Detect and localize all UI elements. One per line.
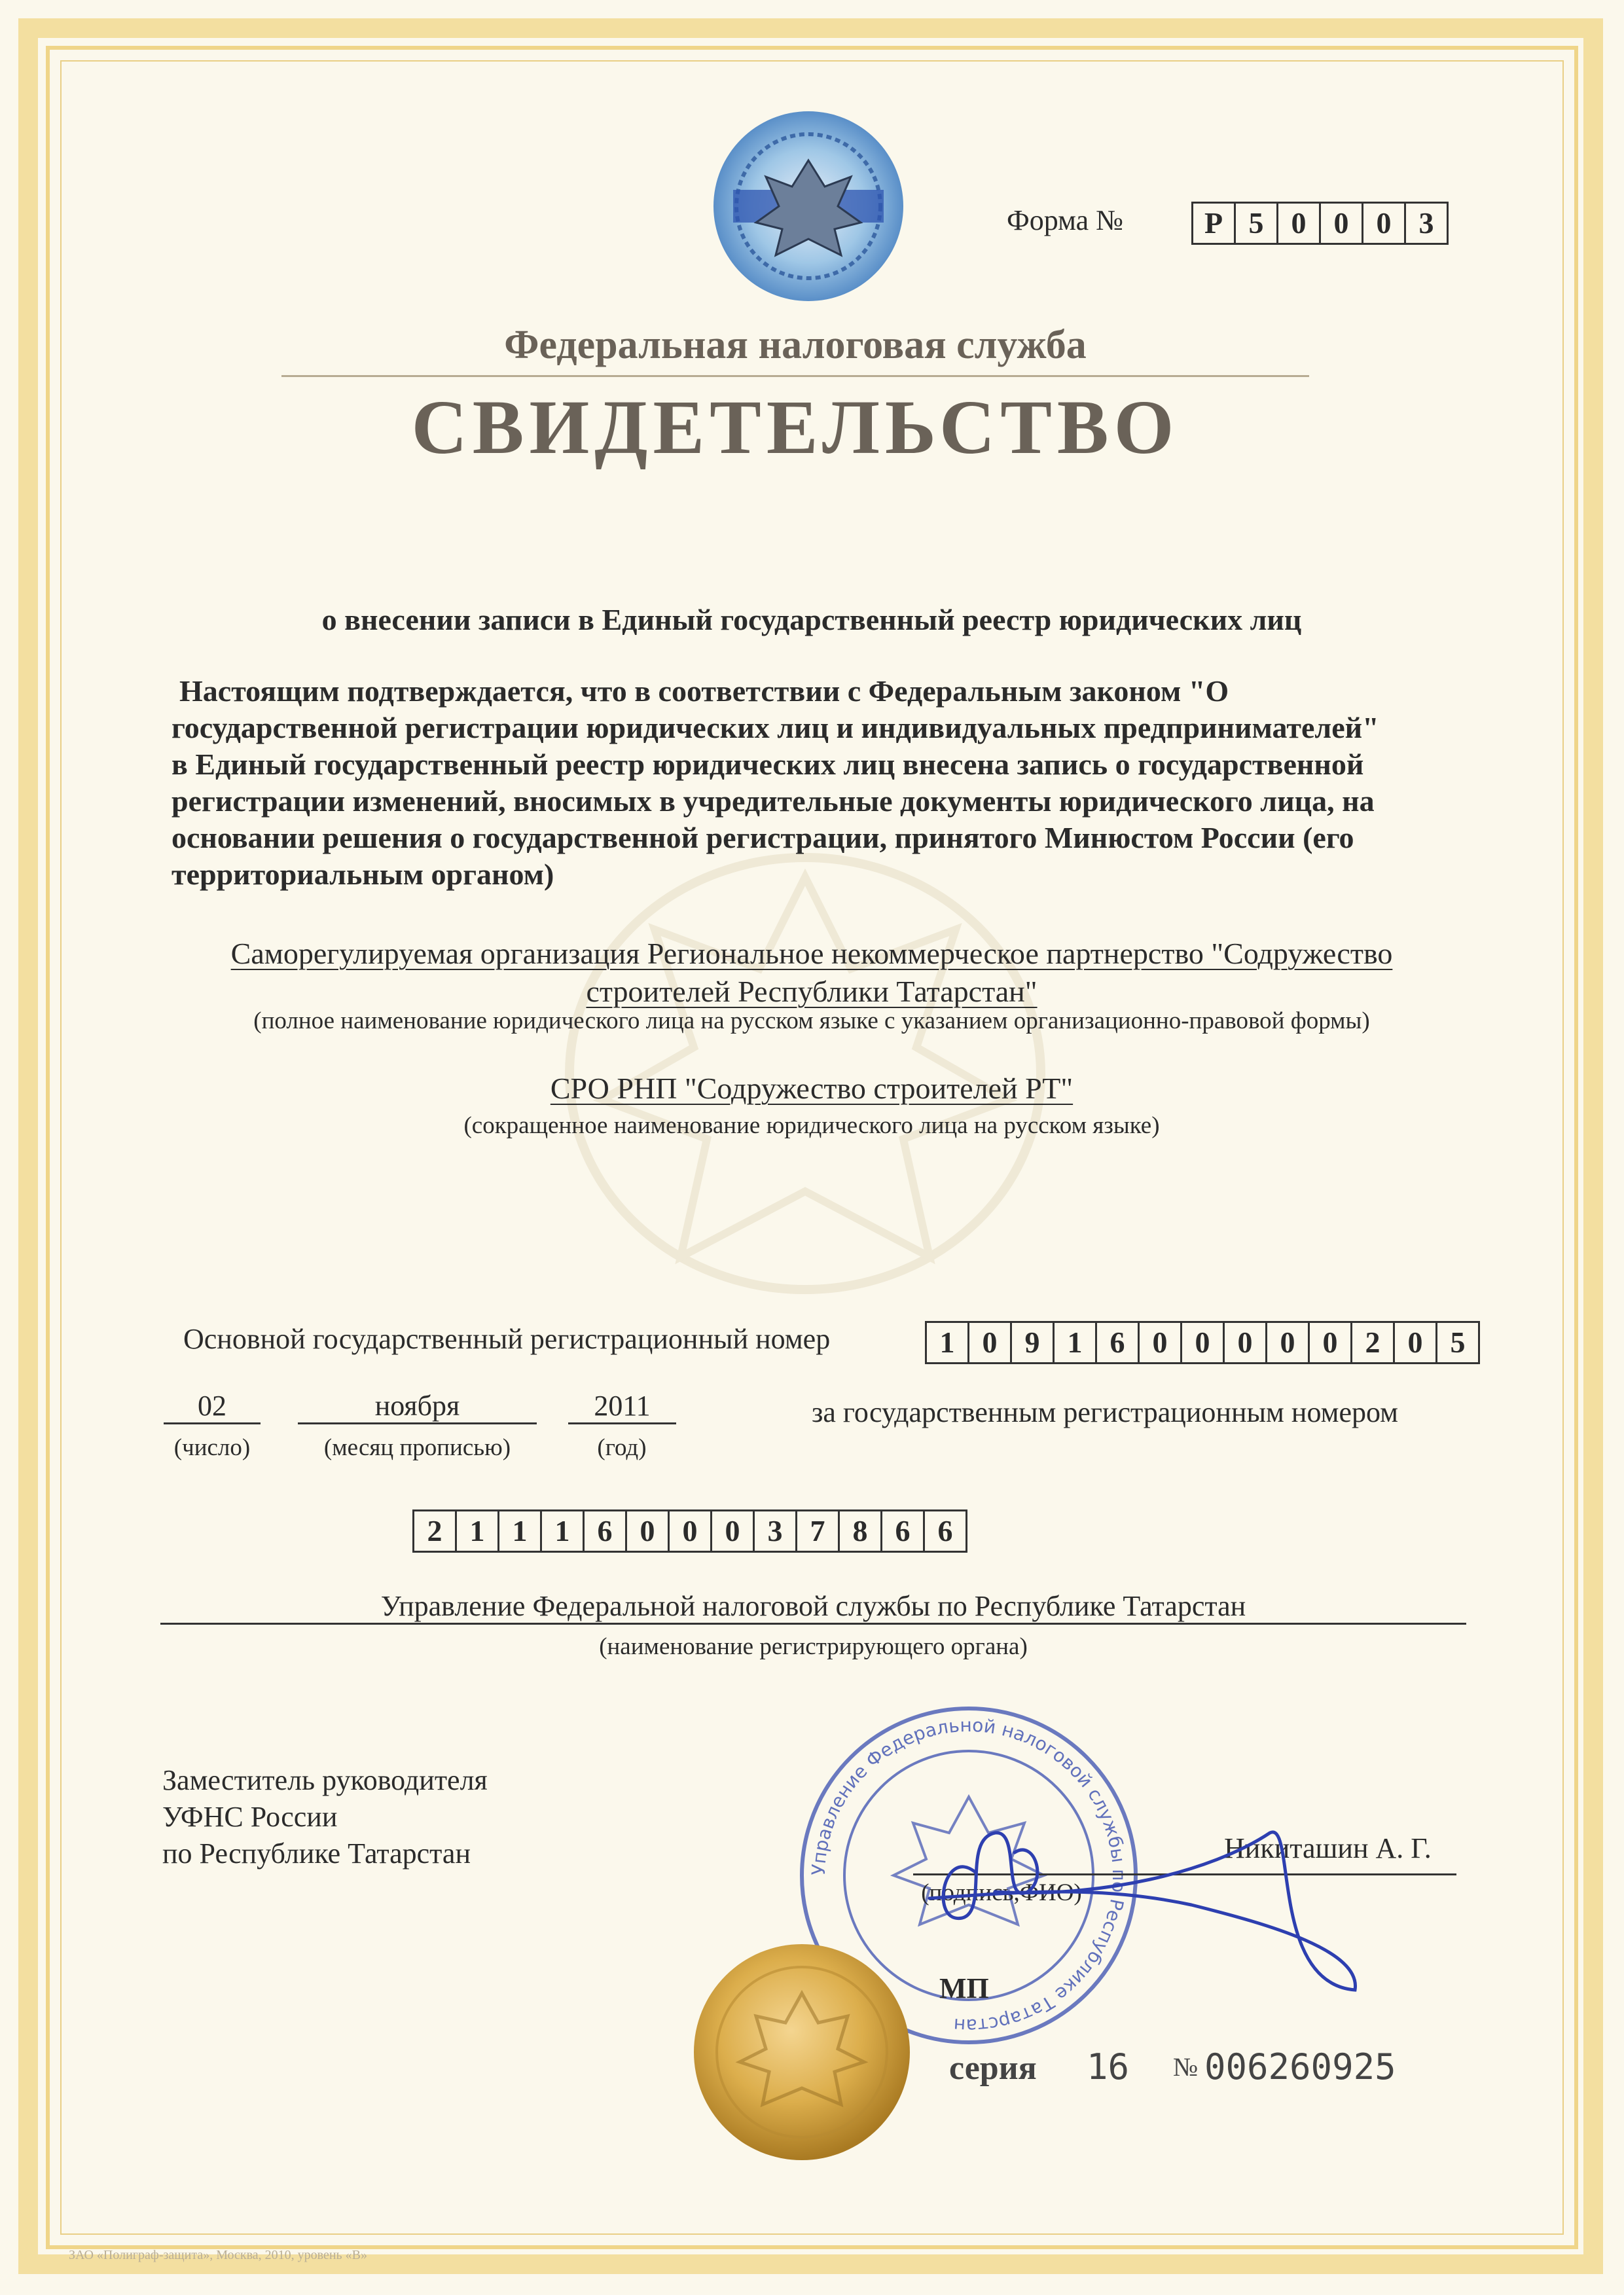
- ogrn-digit: 0: [1310, 1323, 1352, 1362]
- full-name: [151, 935, 1473, 1011]
- date-year: 2011: [568, 1389, 676, 1424]
- full-name-line: строителей Республики Татарстан": [586, 975, 1038, 1008]
- signer-position-line: по Республике Татарстан: [162, 1837, 471, 1870]
- grn-digit: 3: [755, 1511, 797, 1551]
- signature-caption: (подпись,ФИО): [921, 1879, 1082, 1906]
- body-line: основании решения о государственной регистрации, принятого Минюстом России (его: [171, 821, 1354, 854]
- form-code-digit: 0: [1363, 204, 1406, 243]
- ogrn-box: [925, 1321, 1480, 1364]
- date-month-caption: (месяц прописью): [323, 1434, 511, 1461]
- ogrn-digit: 0: [1140, 1323, 1182, 1362]
- grn-box: [412, 1509, 967, 1553]
- grn-intro: за государственным регистрационным номером: [812, 1396, 1398, 1428]
- certificate-title: СВИДЕТЕЛЬСТВО: [411, 384, 1180, 470]
- stamp-text: Управление Федеральной налоговой службы по Республике Татарстан: [807, 1714, 1130, 2037]
- ogrn-label: Основной государственный регистрационный номер: [183, 1323, 831, 1355]
- registering-authority: Управление Федеральной налоговой службы по Республике Татарстан: [160, 1589, 1466, 1625]
- signer-position-line: УФНС России: [162, 1801, 338, 1833]
- grn-digit: 1: [542, 1511, 585, 1551]
- stamp-place-mark: МП: [939, 1972, 989, 2004]
- grn-digit: 2: [414, 1511, 457, 1551]
- header-divider: [281, 375, 1309, 377]
- signer-position-line: Заместитель руководителя: [162, 1764, 488, 1796]
- series-number-label: №: [1173, 2052, 1199, 2082]
- signer-name: Никиташин А. Г.: [1224, 1832, 1432, 1864]
- agency-name: Федеральная налоговая служба: [504, 323, 1087, 367]
- certificate-subject: о внесении записи в Единый государственный реестр юридических лиц: [321, 603, 1302, 636]
- body-line: в Единый государственный реестр юридических лиц внесена запись о государственной: [171, 748, 1364, 781]
- hologram-emblem-icon: [710, 108, 907, 304]
- full-name-caption: (полное наименование юридического лица на русском языке с указанием организационно-правовой формы): [253, 1007, 1370, 1034]
- form-code-digit: 0: [1278, 204, 1321, 243]
- ogrn-digit: 2: [1352, 1323, 1395, 1362]
- grn-digit: 6: [882, 1511, 925, 1551]
- date-month: ноября: [298, 1389, 537, 1424]
- grn-digit: 1: [499, 1511, 542, 1551]
- full-name-line: Саморегулируемая организация Региональное некоммерческое партнерство "Содружество: [230, 937, 1393, 970]
- printer-imprint: ЗАО «Полиграф-защита», Москва, 2010, уровень «В»: [69, 2248, 368, 2262]
- short-name-caption: (сокращенное наименование юридического лица на русском языке): [463, 1112, 1160, 1139]
- grn-digit: 7: [797, 1511, 840, 1551]
- form-code-digit: 0: [1321, 204, 1363, 243]
- short-name: СРО РНП "Содружество строителей РТ": [550, 1072, 1074, 1105]
- gold-seal: [691, 1941, 913, 2163]
- date-day: 02: [164, 1389, 261, 1424]
- body-line: территориальным органом): [171, 858, 554, 891]
- date-day-caption: (число): [173, 1434, 251, 1461]
- ogrn-digit: 1: [927, 1323, 969, 1362]
- ogrn-digit: 0: [969, 1323, 1012, 1362]
- form-code-box: [1191, 202, 1449, 245]
- body-line: государственной регистрации юридических лиц и индивидуальных предпринимателей": [171, 711, 1379, 744]
- ogrn-digit: 0: [1182, 1323, 1225, 1362]
- grn-digit: 0: [627, 1511, 670, 1551]
- grn-digit: 0: [712, 1511, 755, 1551]
- grn-digit: 8: [840, 1511, 882, 1551]
- ogrn-digit: 5: [1450, 1326, 1466, 1359]
- form-label: Форма №: [1007, 204, 1124, 236]
- series-label: серия: [949, 2050, 1037, 2087]
- registering-authority-caption: (наименование регистрирующего органа): [599, 1633, 1028, 1660]
- grn-digit: 1: [457, 1511, 499, 1551]
- signer-position: [162, 1762, 488, 1872]
- body-line: Настоящим подтверждается, что в соответствии с Федеральным законом "О: [179, 674, 1229, 708]
- certificate-body: [171, 673, 1481, 893]
- ogrn-digit: 1: [1055, 1323, 1097, 1362]
- body-line: регистрации изменений, вносимых в учредительные документы юридического лица, на: [171, 784, 1375, 818]
- ogrn-digit: 9: [1012, 1323, 1055, 1362]
- grn-digit: 6: [937, 1514, 953, 1547]
- form-code-digit: 3: [1418, 206, 1434, 240]
- ogrn-digit: 0: [1225, 1323, 1267, 1362]
- series-number: 006260925: [1204, 2046, 1396, 2087]
- form-code-digit: 5: [1236, 204, 1278, 243]
- date-year-caption: (год): [597, 1434, 647, 1461]
- series-value: 16: [1087, 2046, 1130, 2087]
- ogrn-digit: 6: [1097, 1323, 1140, 1362]
- grn-digit: 0: [670, 1511, 712, 1551]
- form-code-digit: Р: [1193, 204, 1236, 243]
- ogrn-digit: 0: [1395, 1323, 1437, 1362]
- grn-digit: 6: [585, 1511, 627, 1551]
- ogrn-digit: 0: [1267, 1323, 1310, 1362]
